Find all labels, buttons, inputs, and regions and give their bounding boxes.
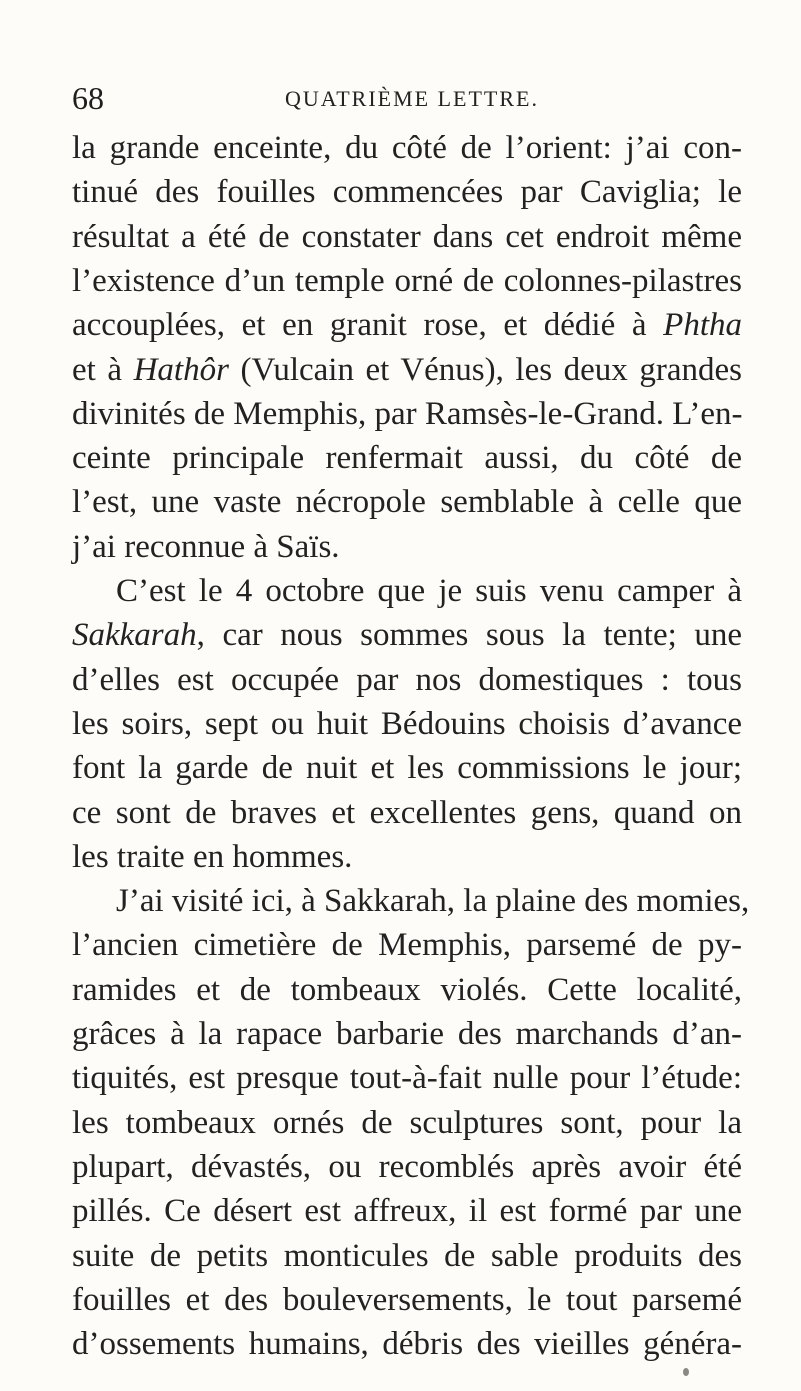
text-segment: accouplées, et en granit rose, et dédié à	[72, 307, 664, 344]
text-line	[72, 835, 742, 879]
text-line	[72, 1145, 742, 1189]
italic-text: Sakkarah	[72, 617, 197, 654]
text-line	[72, 525, 742, 569]
text-segment: tiquités, est presque tout-à-fait nulle pour l’étude:	[72, 1060, 742, 1097]
text-line	[72, 126, 742, 170]
text-segment: les tombeaux ornés de sculptures sont, pour la	[72, 1104, 742, 1141]
text-line	[72, 348, 742, 392]
text-line	[72, 392, 742, 436]
text-line	[72, 480, 742, 524]
text-line	[72, 702, 742, 746]
text-line	[72, 1012, 742, 1056]
text-segment: font la garde de nuit et les commissions le jour;	[72, 750, 742, 787]
text-segment: , car nous sommes sous la tente; une	[196, 617, 742, 654]
italic-text: Phtha	[663, 307, 742, 344]
text-line	[72, 1278, 742, 1322]
text-segment: plupart, dévastés, ou recomblés après avoir été	[72, 1148, 742, 1185]
text-segment: l’existence d’un temple orné de colonnes-pilastres	[72, 262, 742, 299]
text-segment: ceinte principale renfermait aussi, du côté de	[72, 440, 742, 477]
text-line	[72, 259, 742, 303]
text-segment: d’elles est occupée par nos domestiques : tous	[72, 661, 742, 698]
text-line	[72, 613, 742, 657]
text-line	[72, 1189, 742, 1233]
text-segment: d’ossements humains, débris des vieilles généra-	[72, 1326, 742, 1363]
text-line	[72, 923, 742, 967]
text-segment: les soirs, sept ou huit Bédouins choisis d’avance	[72, 705, 742, 742]
paper-speck	[683, 1368, 689, 1376]
italic-text: Hathôr	[133, 351, 229, 388]
running-head: QUATRIÈME LETTRE.	[285, 86, 539, 111]
text-segment: J’ai visité ici, à Sakkarah, la plaine des momies,	[116, 883, 750, 920]
text-line	[72, 1101, 742, 1145]
text-line	[72, 303, 742, 347]
text-segment: (Vulcain et Vénus), les deux grandes	[228, 351, 742, 388]
text-line	[72, 1234, 742, 1278]
text-line	[72, 215, 742, 259]
text-line	[72, 658, 742, 702]
text-segment: les traite en hommes.	[72, 838, 353, 875]
text-segment: tinué des fouilles commencées par Caviglia; le	[72, 174, 742, 211]
page-number: 68	[72, 80, 104, 116]
text-segment: résultat a été de constater dans cet endroit même	[72, 218, 742, 255]
text-segment: C’est le 4 octobre que je suis venu camper à	[116, 573, 742, 609]
text-segment: ce sont de braves et excellentes gens, quand on	[72, 794, 742, 831]
text-line	[116, 879, 750, 923]
text-segment: ramides et de tombeaux violés. Cette localité,	[72, 971, 742, 1008]
text-segment: suite de petits monticules de sable produits des	[72, 1237, 742, 1274]
text-segment: pillés. Ce désert est affreux, il est formé par une	[72, 1193, 742, 1230]
text-segment: l’est, une vaste nécropole semblable à celle que	[72, 484, 742, 521]
text-line	[72, 968, 742, 1012]
text-line	[72, 1322, 742, 1366]
text-segment: j’ai reconnue à Saïs.	[72, 528, 340, 565]
text-segment: et à	[72, 351, 134, 388]
text-segment: fouilles et des bouleversements, le tout parsemé	[72, 1281, 742, 1318]
text-segment: divinités de Memphis, par Ramsès-le-Grand. L’en-	[72, 395, 743, 432]
text-segment: l’ancien cimetière de Memphis, parsemé de py-	[72, 927, 742, 964]
text-line	[72, 436, 742, 480]
text-line	[72, 746, 742, 790]
text-segment: grâces à la rapace barbarie des marchands d’an-	[72, 1016, 742, 1052]
text-line	[116, 569, 742, 613]
text-segment: la grande enceinte, du côté de l’orient: j’ai con-	[72, 130, 742, 166]
text-line	[72, 1056, 742, 1100]
text-line	[72, 170, 742, 214]
page-header	[72, 78, 742, 118]
text-line	[72, 791, 742, 835]
